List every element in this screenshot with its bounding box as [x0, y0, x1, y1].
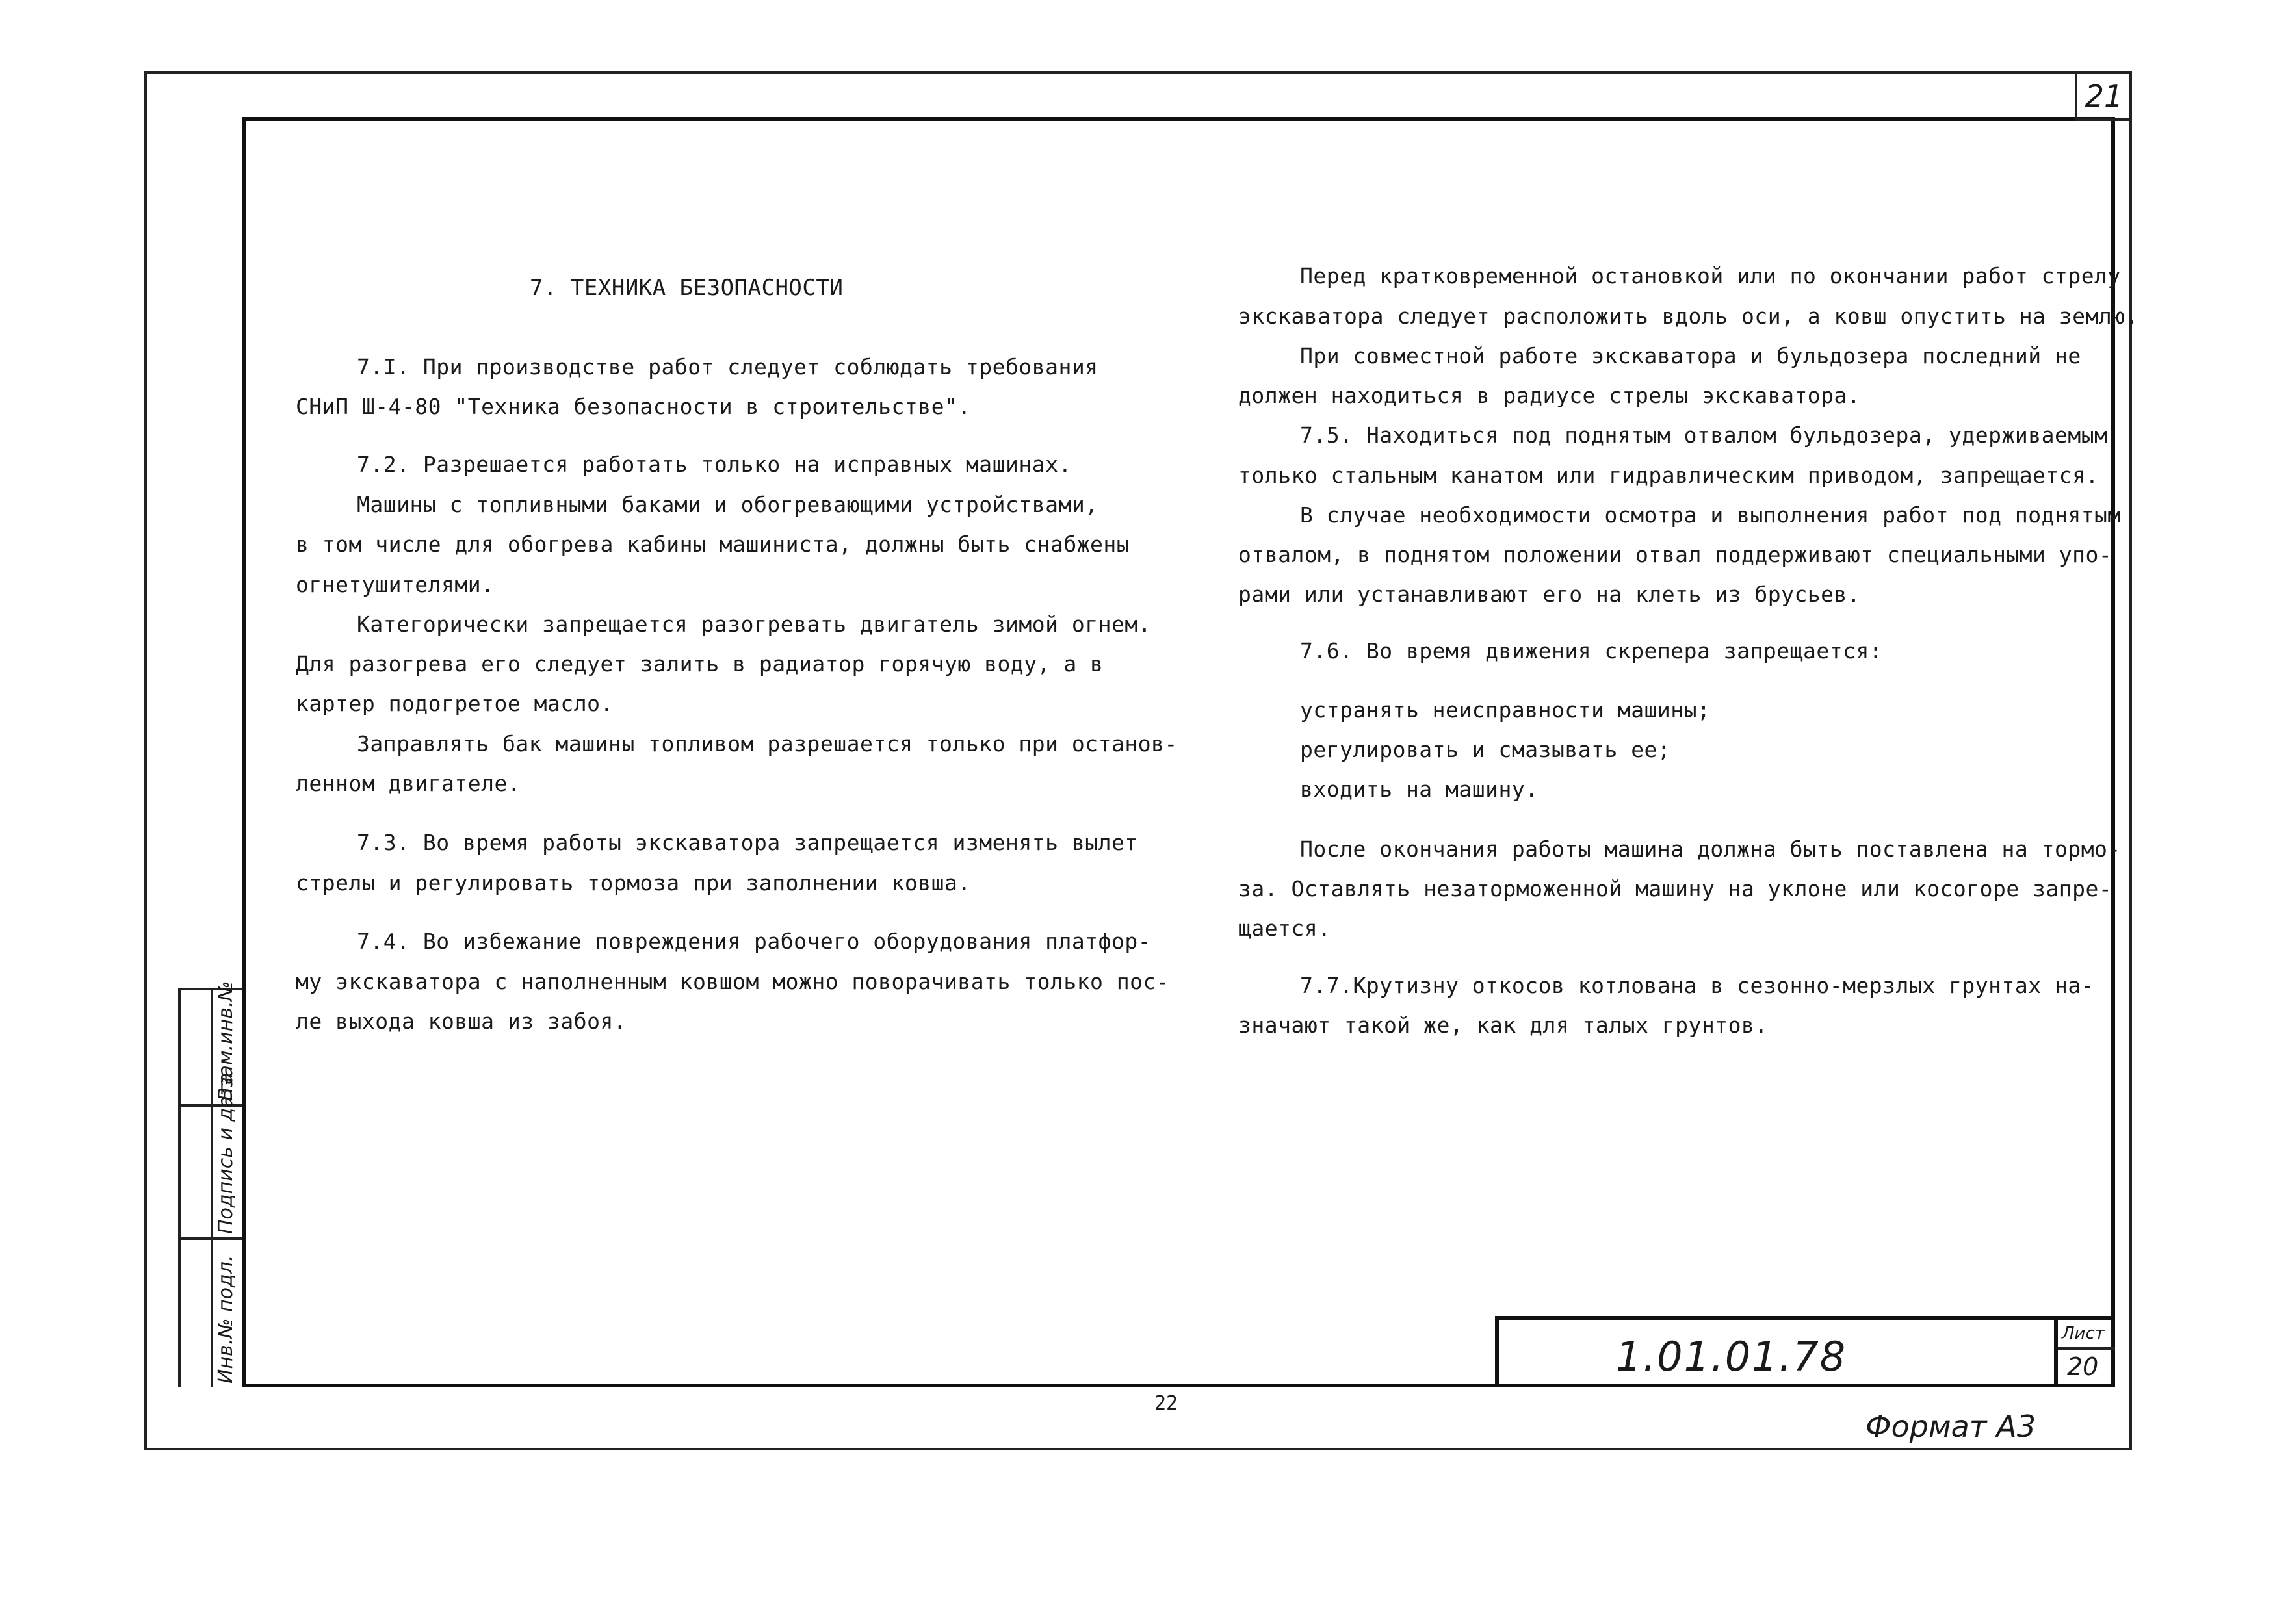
title-block	[1495, 1316, 2054, 1387]
right-line: отвалом, в поднятом положении отвал поддерживают специальными упо-	[1238, 542, 2112, 567]
left-line: му экскаватора с наполненным ковшом можно поворачивать только пос-	[296, 969, 1170, 994]
right-line: экскаватора следует расположить вдоль оси, а ковш опустить на землю.	[1238, 303, 2139, 329]
left-line: Для разогрева его следует залить в радиатор горячую воду, а в	[296, 651, 1104, 677]
right-line: Перед кратковременной остановкой или по окончании работ стрелу	[1300, 263, 2121, 289]
left-line: Заправлять бак машины топливом разрешается только при останов-	[357, 731, 1178, 756]
stamp-signature-date: Подпись и дата	[214, 1072, 237, 1234]
right-line: В случае необходимости осмотра и выполнения работ под поднятым	[1300, 502, 2121, 528]
sheet-label: Лист	[2062, 1324, 2105, 1343]
left-line: 7.I. При производстве работ следует соблюдать требования	[357, 354, 1098, 380]
left-line: огнетушителями.	[296, 572, 495, 597]
stamp-replaces-inv: Взам.инв.№	[214, 981, 237, 1101]
left-line: 7.2. Разрешается работать только на исправных машинах.	[357, 452, 1072, 477]
left-line: Категорически запрещается разогревать двигатель зимой огнем.	[357, 612, 1152, 637]
left-line: стрелы и регулировать тормоза при заполнении ковша.	[296, 870, 971, 896]
left-line: 7.3. Во время работы экскаватора запрещается изменять вылет	[357, 830, 1138, 855]
sheet-cell-divider	[2058, 1347, 2115, 1350]
right-line: 7.7.Крутизну откосов котлована в сезонно-мерзлых грунтах на-	[1300, 973, 2095, 998]
left-line: Машины с топливными баками и обогревающими устройствами,	[357, 492, 1098, 517]
sheet-number: 20	[2067, 1352, 2099, 1381]
right-line: за. Оставлять незаторможенной машину на уклоне или косогоре запре-	[1238, 876, 2112, 901]
right-line: рами или устанавливают его на клеть из брусьев.	[1238, 582, 1861, 607]
corner-page-number: 21	[2075, 74, 2131, 121]
right-line: устранять неисправности машины;	[1300, 697, 1711, 723]
right-line: значают такой же, как для талых грунтов.	[1238, 1012, 1768, 1038]
page-number: 22	[1154, 1392, 1178, 1415]
document-code: 1.01.01.78	[1616, 1333, 1847, 1380]
right-line: только стальным канатом или гидравлическим приводом, запрещается.	[1238, 463, 2099, 488]
right-line: щается.	[1238, 916, 1331, 941]
stamp-row-divider	[181, 1237, 242, 1240]
section-heading: 7. ТЕХНИКА БЕЗОПАСНОСТИ	[530, 275, 844, 301]
left-line: в том числе для обогрева кабины машиниста, должны быть снабжены	[296, 532, 1130, 557]
sheet-cell	[2054, 1316, 2115, 1387]
right-line: должен находиться в радиусе стрелы экскаватора.	[1238, 383, 1861, 408]
right-line: 7.5. Находиться под поднятым отвалом бульдозера, удерживаемым	[1300, 422, 2108, 448]
left-line: ленном двигателе.	[296, 771, 521, 796]
format-label: Формат А3	[1866, 1409, 2036, 1444]
margin-stamp	[178, 981, 242, 1387]
right-line: входить на машину.	[1300, 777, 1539, 802]
left-line: картер подогретое масло.	[296, 691, 614, 716]
left-line: 7.4. Во избежание повреждения рабочего оборудования платфор-	[357, 929, 1152, 954]
stamp-inv-no: Инв.№ подл.	[214, 1255, 237, 1384]
left-line: СНиП Ш-4-80 "Техника безопасности в строительстве".	[296, 394, 971, 419]
right-line: При совместной работе экскаватора и бульдозера последний не	[1300, 343, 2081, 368]
left-line: ле выхода ковша из забоя.	[296, 1009, 627, 1034]
right-line: регулировать и смазывать ее;	[1300, 737, 1671, 762]
right-line: 7.6. Во время движения скрепера запрещается:	[1300, 638, 1883, 664]
right-line: После окончания работы машина должна быть поставлена на тормо-	[1300, 836, 2121, 862]
stamp-column-divider	[211, 990, 213, 1387]
